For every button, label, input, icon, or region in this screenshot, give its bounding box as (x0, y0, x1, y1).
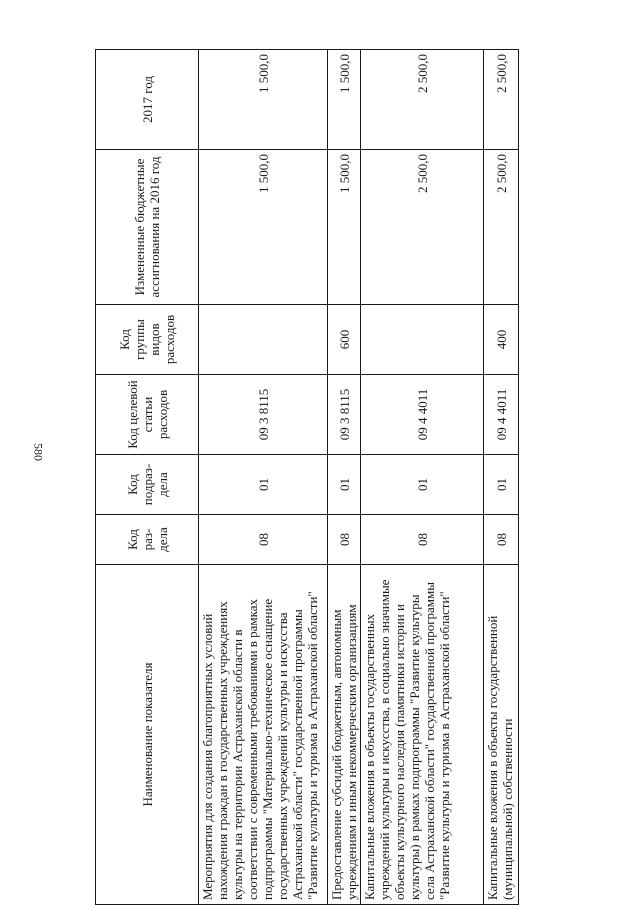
row-subsection: 01 (328, 455, 361, 515)
row-2017: 1 500,0 (199, 50, 328, 150)
page-number: 580 (31, 443, 46, 461)
row-expense-group: 400 (484, 305, 519, 375)
header-subsection: Код подраз- дела (96, 455, 199, 515)
row-changed-2016: 1 500,0 (199, 150, 328, 305)
row-section: 08 (361, 515, 484, 565)
row-section: 08 (199, 515, 328, 565)
row-target-article: 09 4 4011 (484, 375, 519, 455)
table-row (328, 50, 361, 905)
row-name: Капитальные вложения в объекты государственной (муниципальной) собственности (484, 565, 519, 905)
header-target-article: Код целевой статьи расходов (96, 375, 199, 455)
row-expense-group (361, 305, 484, 375)
row-section: 08 (484, 515, 519, 565)
row-changed-2016: 2 500,0 (484, 150, 519, 305)
header-row (96, 50, 199, 905)
header-2017: 2017 год (96, 50, 199, 150)
row-name: Капитальные вложения в объекты государственных учреждений культуры и искусства, в социально значимые объекты культурного наследия (памятники истории и культуры) в рамках подпрограммы "Развитие культуры села Астраханской области" государственной программы "Развитие культуры и туризма в Астраханской области" (361, 565, 484, 905)
row-subsection: 01 (361, 455, 484, 515)
row-2017: 2 500,0 (361, 50, 484, 150)
row-target-article: 09 4 4011 (361, 375, 484, 455)
row-changed-2016: 1 500,0 (328, 150, 361, 305)
header-section: Код раз- дела (96, 515, 199, 565)
table-row (199, 50, 328, 905)
header-name: Наименование показателя (96, 565, 199, 905)
row-target-article: 09 3 8115 (328, 375, 361, 455)
row-name: Мероприятия для создания благоприятных условий нахождения граждан в государственных учреждениях культуры на территории Астраханской области в соответствии с современными требованиями в рамках подпрограммы "Материально-техническое оснащение государственных учреждений культуры и искусства Астраханской области" государственной программы "Развитие культуры и туризма в Астраханской области" (199, 565, 328, 905)
row-subsection: 01 (199, 455, 328, 515)
header-expense-group: Код группы видов расходов (96, 305, 199, 375)
table-row (484, 50, 519, 905)
header-changed-2016: Измененные бюджетные ассигнования на 2016 год (96, 150, 199, 305)
row-section: 08 (328, 515, 361, 565)
row-2017: 2 500,0 (484, 50, 519, 150)
table-row (361, 50, 484, 905)
row-target-article: 09 3 8115 (199, 375, 328, 455)
row-name: Предоставление субсидий бюджетным, автономным учреждениям и иным некоммерческим организациям (328, 565, 361, 905)
row-expense-group: 600 (328, 305, 361, 375)
row-2017: 1 500,0 (328, 50, 361, 150)
row-expense-group (199, 305, 328, 375)
row-changed-2016: 2 500,0 (361, 150, 484, 305)
budget-table (95, 49, 519, 905)
rotated-page-content (95, 50, 515, 905)
row-subsection: 01 (484, 455, 519, 515)
